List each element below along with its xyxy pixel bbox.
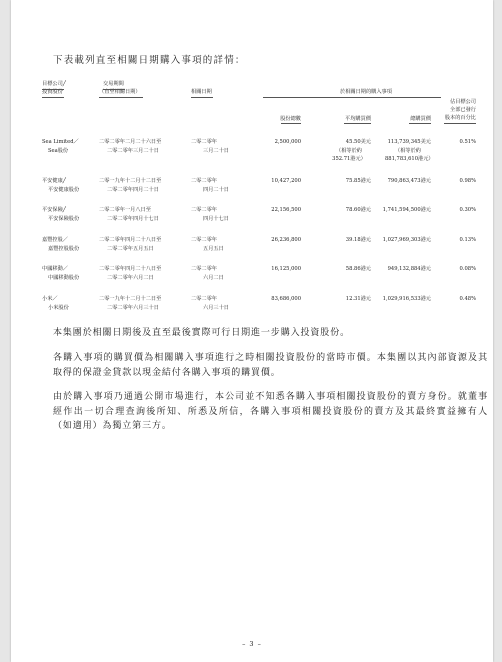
table-cell-line: 平安保險╱ (42, 207, 66, 213)
table-cell-line: 中國移動股份 (48, 274, 80, 281)
table-cell-shares (251, 265, 301, 274)
table-cell-line: 二零二零年四月十七日 (107, 215, 159, 222)
header-underline (344, 123, 371, 124)
table-cell-line: 六月二日 (203, 274, 224, 281)
table-cell-total (371, 177, 431, 186)
table-cell-line: 45.50美元 (345, 139, 371, 145)
table-cell-shares (251, 138, 301, 147)
header-avg-price: 平均購買價 (345, 116, 371, 122)
table-cell-line: 五月五日 (203, 245, 224, 252)
table-cell-line: 0.98% (459, 178, 476, 184)
table-cell-line: 0.48% (459, 296, 476, 302)
table-cell-period (99, 177, 187, 194)
header-underline (281, 123, 301, 124)
table-cell-pct (426, 138, 476, 147)
table-cell-period (99, 265, 187, 282)
table-cell-line: 1,029,916,533港元 (382, 296, 431, 302)
table-cell-shares (251, 177, 301, 186)
table-cell-line: 1,027,969,303港元 (382, 237, 431, 243)
table-cell-line: 二零二零年三月二十日 (107, 147, 159, 154)
table-cell-line: 二零二零年 (191, 266, 217, 272)
table-cell-line: 二零一九年十二月十二日至 (99, 296, 162, 302)
table-cell-date (191, 177, 231, 194)
table-cell-line: 83,686,000 (271, 296, 301, 302)
header-pct (426, 98, 476, 122)
table-cell-line: 平安健康╱ (42, 178, 66, 184)
table-cell-line: （相等於約 (336, 147, 362, 154)
table-cell-line: Sea Limited／ (42, 139, 79, 145)
table-cell-avg (311, 206, 371, 215)
header-underline (42, 89, 64, 90)
header-target-company (42, 80, 66, 96)
table-cell-line: 2,500,000 (274, 139, 301, 145)
table-cell-pct (426, 177, 476, 186)
table-cell-line: 949,132,884港元 (387, 266, 431, 272)
table-cell-line: 中國移動／ (42, 266, 68, 272)
table-cell-line: 六月三十日 (203, 304, 229, 311)
table-cell-line: 352.71港元） (332, 156, 366, 162)
table-cell-line: 二零二零年四月二十八日至 (99, 266, 162, 272)
table-cell-line: 平安保險股份 (48, 215, 80, 222)
table-cell-line: 26,236,800 (271, 237, 301, 243)
table-cell-date (191, 206, 231, 223)
table-cell-shares (251, 236, 301, 245)
table-cell-date (191, 265, 231, 282)
table-cell-line: 75.85港元 (345, 178, 371, 184)
table-cell-shares (251, 206, 301, 215)
header-target-company-line1: 目標公司╱ (42, 81, 66, 87)
table-cell-line: 四月十七日 (203, 215, 229, 222)
table-cell-line: 二零二零年四月二十八日至 (99, 237, 162, 243)
table-cell-pct (426, 295, 476, 304)
table-cell-line: 二零二零年四月二十日 (107, 186, 159, 193)
header-group-underline (263, 97, 441, 98)
table-cell-line: 0.13% (459, 237, 476, 243)
header-underline (191, 97, 213, 98)
table-cell-line: 113,739,345美元 (387, 139, 431, 145)
table-cell-name (42, 206, 97, 223)
header-underline (103, 89, 125, 90)
table-cell-avg (311, 138, 371, 164)
header-underline (42, 97, 64, 98)
table-cell-line: 58.86港元 (345, 266, 371, 272)
table-cell-date (191, 295, 231, 312)
table-cell-period (99, 138, 187, 155)
table-cell-line: 10,427,200 (271, 178, 301, 184)
header-pct-line1: 佔目標公司 (450, 99, 476, 105)
header-underline (409, 123, 431, 124)
table-cell-line: 嘉豐控股／ (42, 237, 68, 243)
table-cell-line: 二零一九年十二月十二日至 (99, 178, 162, 184)
table-cell-line: 嘉豐控股股份 (48, 245, 80, 252)
table-cell-total (371, 236, 431, 245)
intro-text: 下表載列直至相關日期購入事項的詳情： (53, 55, 246, 66)
table-cell-line: 0.51% (459, 139, 476, 145)
header-shares-count: 股份總數 (280, 116, 301, 122)
table-cell-line: 0.30% (459, 207, 476, 213)
table-cell-period (99, 206, 187, 223)
header-relevant-date: 相關日期 (191, 89, 212, 95)
table-cell-name (42, 265, 97, 282)
table-cell-line: 22,156,500 (271, 207, 301, 213)
table-cell-pct (426, 265, 476, 274)
table-cell-line: 881,783,610港元） (385, 156, 434, 162)
table-cell-name (42, 295, 97, 312)
table-cell-name (42, 236, 97, 253)
table-cell-line: 二零二零年 (191, 237, 217, 243)
header-trade-period-line2: （直至相關日期） (99, 89, 141, 95)
table-cell-line: 小米／ (42, 296, 58, 302)
table-cell-period (99, 295, 187, 312)
table-cell-line: 二零二零年六月二日 (107, 274, 154, 281)
table-cell-total (371, 138, 434, 164)
table-cell-line: 二零二零年一月八日至 (99, 207, 151, 213)
table-cell-line: 39.18港元 (345, 237, 371, 243)
header-total-consideration: 總購買價 (410, 116, 431, 122)
table-cell-name (42, 138, 97, 155)
document-page (11, 0, 493, 662)
table-cell-line: 二零二零年二月二十六日至 (99, 139, 162, 145)
table-cell-avg (311, 177, 371, 186)
header-underline (444, 123, 476, 124)
table-cell-avg (311, 265, 371, 274)
header-pct-line2: 全部已發行 (450, 107, 476, 113)
table-cell-date (191, 236, 231, 253)
header-pct-line3: 股本的百分比 (444, 115, 476, 121)
table-cell-line: 二零二零年六月三十日 (107, 304, 159, 311)
table-cell-pct (426, 236, 476, 245)
header-trade-period-line1: 交易期間 (103, 81, 124, 87)
table-cell-total (371, 265, 431, 274)
table-cell-line: 二零二零年 (191, 178, 217, 184)
table-cell-avg (311, 236, 371, 245)
table-cell-total (371, 295, 431, 304)
table-cell-line: 二零二零年 (191, 296, 217, 302)
table-cell-period (99, 236, 187, 253)
table-cell-line: 二零二零年五月五日 (107, 245, 154, 252)
table-cell-line: 二零二零年 (191, 207, 217, 213)
table-cell-avg (311, 295, 371, 304)
header-acquisitions-group: 於相關日期的購入事項 (340, 89, 392, 95)
table-cell-shares (251, 295, 301, 304)
table-cell-line: 0.08% (459, 266, 476, 272)
header-target-company-line2: 投資股份 (42, 89, 63, 95)
page-number: – 3 – (242, 640, 262, 648)
table-cell-line: 二零二零年 (191, 139, 217, 145)
paragraph-further-acquisitions: 本集團於相關日期後及直至最後實際可行日期進一步購入投資股份。 (53, 328, 351, 338)
header-trade-period (99, 80, 141, 96)
table-cell-line: 12.31港元 (345, 296, 371, 302)
table-cell-line: 平安健康股份 (48, 186, 80, 193)
table-cell-line: 78.60港元 (345, 207, 371, 213)
table-cell-pct (426, 206, 476, 215)
header-underline (99, 97, 143, 98)
paragraph-purchase-price: 各購入事項的購買價為相關購入事項進行之時相關投資股份的當時市價。本集團以其內部資源及其取得的保證金貸款以現金結付各購入事項的購買價。 (53, 353, 488, 378)
table-cell-date (191, 138, 231, 155)
paragraph-independence: 由於購入事項乃通過公開市場進行，本公司並不知悉各購入事項相關投資股份的賣方身份。就董事經作出一切合理查詢後所知、所悉及所信，各購入事項相關投資股份的賣方及其最終實益擁有人（如適用）為獨立第三方。 (53, 392, 488, 431)
table-cell-line: （相等於約 (395, 147, 421, 154)
table-cell-line: 16,125,000 (271, 266, 301, 272)
table-cell-line: 三月二十日 (203, 147, 229, 154)
table-cell-total (371, 206, 431, 215)
table-cell-name (42, 177, 97, 194)
table-cell-line: 790,863,473港元 (387, 178, 431, 184)
table-cell-line: 1,741,594,500港元 (382, 207, 431, 213)
table-cell-line: Sea股份 (48, 147, 69, 154)
table-cell-line: 小米股份 (48, 304, 69, 311)
table-cell-line: 四月二十日 (203, 186, 229, 193)
